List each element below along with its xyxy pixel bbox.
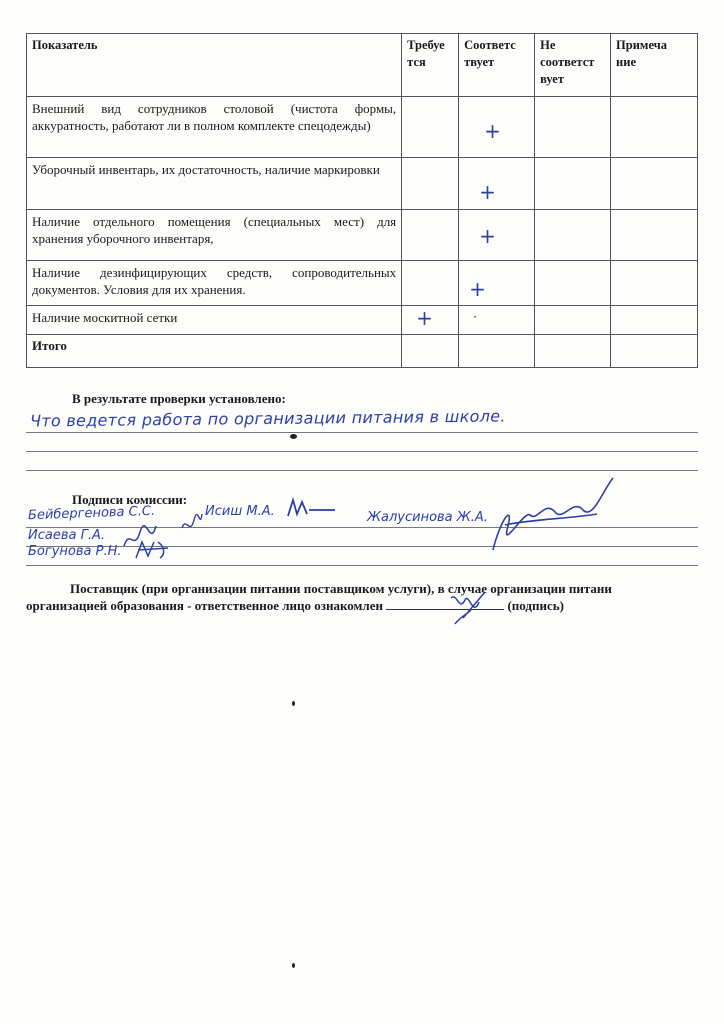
- note-cell: [611, 158, 698, 210]
- ink-speck: [292, 701, 295, 706]
- signer-name-3: Жалусинова Ж.А.: [367, 510, 488, 525]
- header-required: Требуе тся: [402, 34, 459, 97]
- not-complies-cell: [535, 158, 611, 210]
- indicator-cell: Уборочный инвентарь, их достаточность, наличие маркировки: [27, 158, 402, 210]
- indicator-cell: Наличие москитной сетки: [27, 306, 402, 335]
- complies-cell: [459, 335, 535, 368]
- header-note: Примеча ние: [611, 34, 698, 97]
- complies-cell: [459, 158, 535, 210]
- signature-line-3: [26, 565, 698, 566]
- required-cell: [402, 210, 459, 261]
- required-cell: [402, 158, 459, 210]
- header-not-complies: Не соответст вует: [535, 34, 611, 97]
- ink-speck: [290, 434, 297, 439]
- ink-speck: [292, 963, 295, 968]
- signer-name-5: Богунова Р.Н.: [28, 544, 122, 559]
- result-line-2: [26, 451, 698, 452]
- table-header-row: [27, 34, 698, 97]
- note-cell: [611, 261, 698, 306]
- header-indicator: Показатель: [27, 34, 402, 97]
- note-cell: [611, 335, 698, 368]
- table-row-total: [27, 335, 698, 368]
- total-label: Итого: [27, 335, 402, 368]
- complies-cell: [459, 210, 535, 261]
- not-complies-cell: [535, 306, 611, 335]
- not-complies-cell: [535, 261, 611, 306]
- complies-mark: +: [479, 180, 496, 204]
- required-cell: [402, 261, 459, 306]
- not-complies-cell: [535, 335, 611, 368]
- required-cell: [402, 335, 459, 368]
- supplier-line-2: организацией образования - ответственное лицо ознакомлен: [26, 598, 383, 613]
- note-cell: [611, 306, 698, 335]
- indicator-cell: Наличие дезинфицирующих средств, сопроводительных документов. Условия для их хранения.: [27, 261, 402, 306]
- signature-scribble-3: [485, 470, 620, 560]
- signer-name-1: Бейбергенова С.С.: [27, 503, 156, 524]
- not-complies-cell: [535, 210, 611, 261]
- signatures-label: Подписи комиссии:: [72, 492, 188, 507]
- complies-mark: +: [484, 119, 501, 143]
- table-row: [27, 158, 698, 210]
- result-label: В результате проверки установлено:: [72, 391, 286, 406]
- supplier-signature-scribble: [445, 588, 495, 628]
- required-cell: [402, 306, 459, 335]
- stray-dot: ·: [473, 310, 477, 324]
- required-cell: [402, 97, 459, 158]
- result-line-1: [26, 432, 698, 433]
- supplier-paragraph: [26, 580, 698, 614]
- table-row: [27, 210, 698, 261]
- checklist-table: [26, 33, 698, 368]
- header-complies: Соответс твует: [459, 34, 535, 97]
- supplier-signature-caption: (подпись): [507, 598, 564, 613]
- note-cell: [611, 97, 698, 158]
- complies-mark: +: [479, 224, 496, 248]
- signer-name-4: Исаева Г.А.: [28, 528, 105, 543]
- complies-cell: [459, 97, 535, 158]
- signature-scribble-2: [285, 496, 340, 522]
- signer-name-2: Исиш М.А.: [205, 504, 275, 519]
- not-complies-cell: [535, 97, 611, 158]
- complies-cell: [459, 306, 535, 335]
- note-cell: [611, 210, 698, 261]
- result-handwritten: Что ведется работа по организации питания в школе.: [29, 406, 506, 431]
- table-row: [27, 97, 698, 158]
- indicator-cell: Наличие отдельного помещения (специальных мест) для хранения уборочного инвентаря,: [27, 210, 402, 261]
- required-mark: +: [416, 306, 433, 330]
- signature-scribble-1: [180, 508, 204, 538]
- table-row: [27, 261, 698, 306]
- table-row: [27, 306, 698, 335]
- complies-cell: [459, 261, 535, 306]
- signature-scribble-5: [132, 536, 172, 564]
- complies-mark: +: [469, 277, 486, 301]
- supplier-line-1: Поставщик (при организации питании поставщиком услуги), в случае организации питани: [70, 581, 612, 596]
- indicator-cell: Внешний вид сотрудников столовой (чистота формы, аккуратность, работают ли в полном комплекте спецодежды): [27, 97, 402, 158]
